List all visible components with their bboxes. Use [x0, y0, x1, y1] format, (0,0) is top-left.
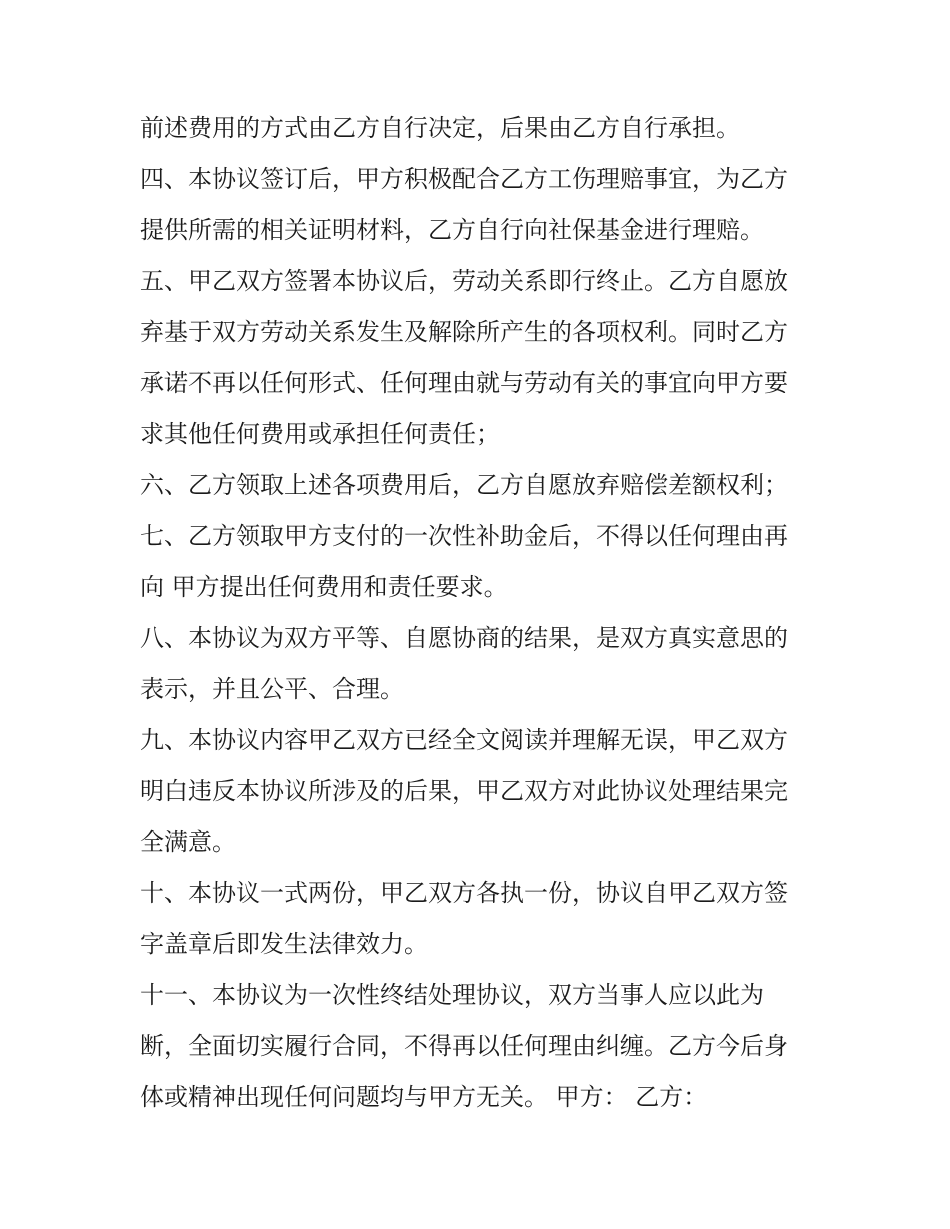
text-line: 向 甲方提出任何费用和责任要求。	[140, 573, 508, 601]
text-line: 前述费用的方式由乙方自行决定，后果由乙方自行承担。	[140, 114, 740, 142]
text-line: 全满意。	[140, 828, 236, 856]
agreement-text	[140, 103, 830, 1123]
text-line: 十一、本协议为一次性终结处理协议，双方当事人应以此为	[140, 981, 764, 1009]
text-line: 十、本协议一式两份，甲乙双方各执一份，协议自甲乙双方签	[140, 879, 788, 907]
text-line: 字盖章后即发生法律效力。	[140, 930, 428, 958]
text-line: 八、本协议为双方平等、自愿协商的结果，是双方真实意思的	[140, 624, 788, 652]
text-line: 断，全面切实履行合同，不得再以任何理由纠缠。乙方今后身	[140, 1032, 788, 1060]
text-line: 四、本协议签订后，甲方积极配合乙方工伤理赔事宜，为乙方	[140, 165, 788, 193]
text-line: 九、本协议内容甲乙双方已经全文阅读并理解无误，甲乙双方	[140, 726, 788, 754]
text-line: 求其他任何费用或承担任何责任；	[140, 420, 500, 448]
text-line: 五、甲乙双方签署本协议后，劳动关系即行终止。乙方自愿放	[140, 267, 788, 295]
text-line: 明白违反本协议所涉及的后果，甲乙双方对此协议处理结果完	[140, 777, 788, 805]
text-line: 表示，并且公平、合理。	[140, 675, 404, 703]
text-line: 七、乙方领取甲方支付的一次性补助金后，不得以任何理由再	[140, 522, 788, 550]
text-line: 六、乙方领取上述各项费用后，乙方自愿放弃赔偿差额权利；	[140, 471, 788, 499]
text-line: 提供所需的相关证明材料，乙方自行向社保基金进行理赔。	[140, 216, 764, 244]
text-line: 承诺不再以任何形式、任何理由就与劳动有关的事宜向甲方要	[140, 369, 788, 397]
text-line: 弃基于双方劳动关系发生及解除所产生的各项权利。同时乙方	[140, 318, 788, 346]
text-line: 体或精神出现任何问题均与甲方无关。 甲方： 乙方：	[140, 1083, 708, 1111]
